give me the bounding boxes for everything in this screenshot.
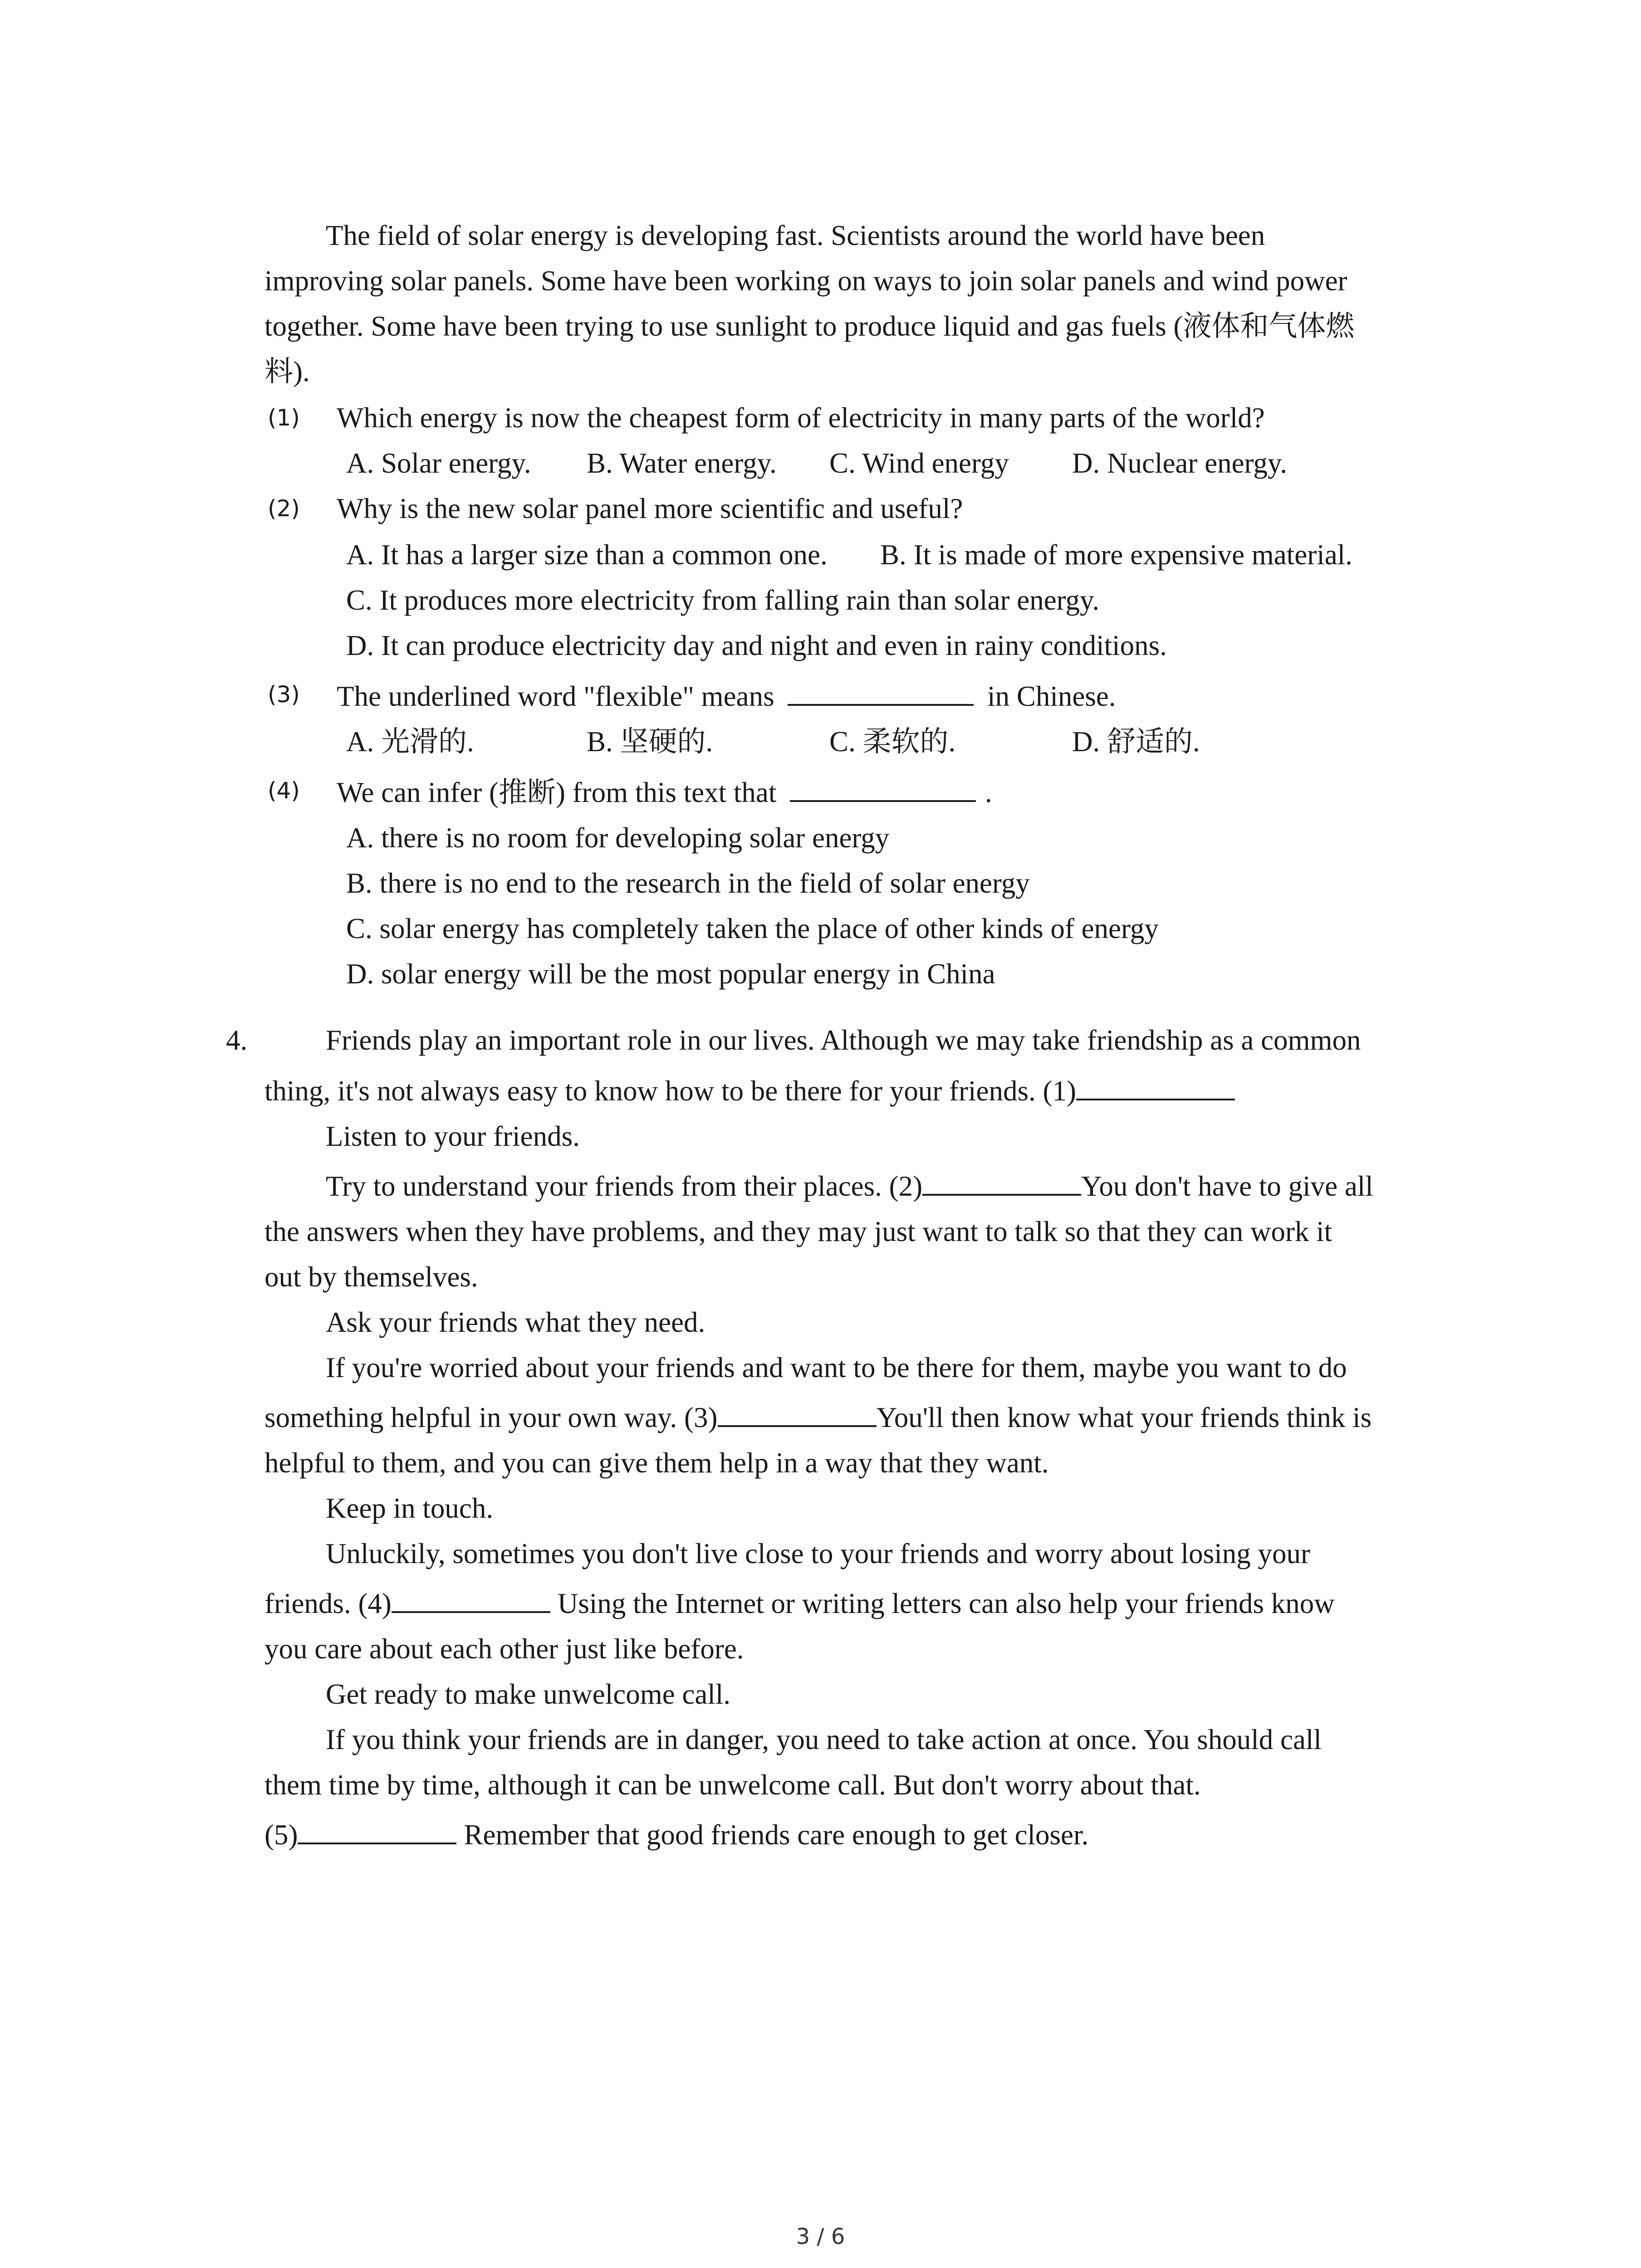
passage4-line-9	[265, 1394, 1372, 1441]
blank-4[interactable]	[392, 1584, 550, 1613]
question-1-option-a[interactable]: A. Solar energy.	[346, 447, 531, 479]
question-3-stem	[337, 673, 1116, 720]
passage4-line-18-text-a: (5)	[265, 1819, 298, 1851]
question-4-number: (4)	[268, 777, 300, 804]
question-4-option-b[interactable]: B. there is no end to the research in the field of solar energy	[346, 867, 1030, 899]
passage4-line-2	[265, 1068, 1235, 1114]
question-3-number: (3)	[268, 681, 300, 708]
passage4-line-18	[265, 1812, 1088, 1858]
question-3-option-c[interactable]: C. 柔软的.	[829, 726, 956, 758]
passage4-number: 4.	[226, 1024, 248, 1056]
passage3-intro-line-3: together. Some have been trying to use sunlight to produce liquid and gas fuels (液体和气体燃	[265, 310, 1355, 342]
passage4-line-17: them time by time, although it can be unwelcome call. But don't worry about that.	[265, 1769, 1201, 1801]
blank-5[interactable]	[298, 1815, 456, 1844]
passage4-line-9-text-b: You'll then know what your friends think is	[876, 1402, 1372, 1433]
passage4-line-16: If you think your friends are in danger, you need to take action at once. You should call	[326, 1724, 1322, 1755]
question-1-option-d[interactable]: D. Nuclear energy.	[1072, 447, 1288, 479]
question-3-option-d[interactable]: D. 舒适的.	[1072, 726, 1200, 758]
passage3-intro-line-1: The field of solar energy is developing fast. Scientists around the world have been	[326, 220, 1265, 251]
question-2-option-a[interactable]: A. It has a larger size than a common one.	[346, 539, 828, 571]
question-1-option-b[interactable]: B. Water energy.	[587, 447, 777, 479]
passage4-line-13	[265, 1580, 1335, 1627]
heading-listen: Listen to your friends.	[326, 1120, 580, 1152]
question-1-option-c[interactable]: C. Wind energy	[829, 447, 1009, 479]
question-4-stem-after: .	[985, 777, 992, 808]
blank-3[interactable]	[718, 1398, 877, 1427]
passage4-line-5: the answers when they have problems, and they may just want to talk so that they can work it	[265, 1216, 1332, 1247]
passage4-line-9-text-a: something helpful in your own way. (3)	[265, 1402, 718, 1433]
heading-ask: Ask your friends what they need.	[326, 1306, 705, 1338]
question-4-stem-before: We can infer (推断) from this text that	[337, 777, 777, 808]
passage4-line-4	[326, 1163, 1373, 1210]
passage4-line-14: you care about each other just like before.	[265, 1633, 744, 1665]
question-2-option-d[interactable]: D. It can produce electricity day and night and even in rainy conditions.	[346, 630, 1167, 661]
question-4-option-d[interactable]: D. solar energy will be the most popular energy in China	[346, 958, 995, 990]
question-3-answer-blank[interactable]	[788, 677, 974, 706]
question-3-option-a[interactable]: A. 光滑的.	[346, 726, 474, 758]
question-2-option-c[interactable]: C. It produces more electricity from falling rain than solar energy.	[346, 584, 1100, 616]
passage4-line-4-text-a: Try to understand your friends from their places. (2)	[326, 1170, 923, 1202]
question-3-stem-after: in Chinese.	[987, 680, 1116, 712]
page-number: 3 / 6	[796, 2224, 845, 2249]
passage4-line-4-text-b: You don't have to give all	[1081, 1170, 1373, 1202]
question-2-number: (2)	[268, 495, 300, 522]
passage4-line-1: Friends play an important role in our lives. Although we may take friendship as a common	[326, 1024, 1361, 1056]
question-2-option-b[interactable]: B. It is made of more expensive material.	[880, 539, 1352, 571]
passage4-line-12: Unluckily, sometimes you don't live close to your friends and worry about losing your	[326, 1538, 1310, 1569]
passage4-line-8: If you're worried about your friends and want to be there for them, maybe you want to do	[326, 1352, 1347, 1383]
passage3-intro-line-2: improving solar panels. Some have been working on ways to join solar panels and wind power	[265, 265, 1347, 297]
passage4-line-2-text: thing, it's not always easy to know how to be there for your friends. (1)	[265, 1075, 1076, 1107]
passage4-line-18-text-b: Remember that good friends care enough to get closer.	[464, 1819, 1089, 1851]
passage4-line-6: out by themselves.	[265, 1261, 478, 1293]
passage4-line-13-text-b: Using the Internet or writing letters can also help your friends know	[557, 1588, 1335, 1619]
question-4-option-c[interactable]: C. solar energy has completely taken the place of other kinds of energy	[346, 913, 1159, 944]
blank-2[interactable]	[922, 1167, 1081, 1196]
question-2-stem: Why is the new solar panel more scientific and useful?	[337, 493, 963, 524]
passage4-line-13-text-a: friends. (4)	[265, 1588, 392, 1619]
heading-keep-in-touch: Keep in touch.	[326, 1492, 494, 1524]
question-3-stem-before: The underlined word "flexible" means	[337, 680, 774, 712]
question-4-answer-blank[interactable]	[790, 773, 976, 802]
question-3-option-b[interactable]: B. 坚硬的.	[587, 726, 713, 758]
blank-1[interactable]	[1076, 1071, 1235, 1100]
question-4-option-a[interactable]: A. there is no room for developing solar energy	[346, 822, 890, 854]
passage4-line-10: helpful to them, and you can give them help in a way that they want.	[265, 1447, 1049, 1479]
passage3-intro-line-4: 料).	[265, 356, 310, 387]
question-1-number: (1)	[268, 405, 300, 431]
heading-unwelcome-call: Get ready to make unwelcome call.	[326, 1678, 731, 1710]
question-4-stem	[337, 769, 992, 816]
question-1-stem: Which energy is now the cheapest form of electricity in many parts of the world?	[337, 402, 1265, 434]
